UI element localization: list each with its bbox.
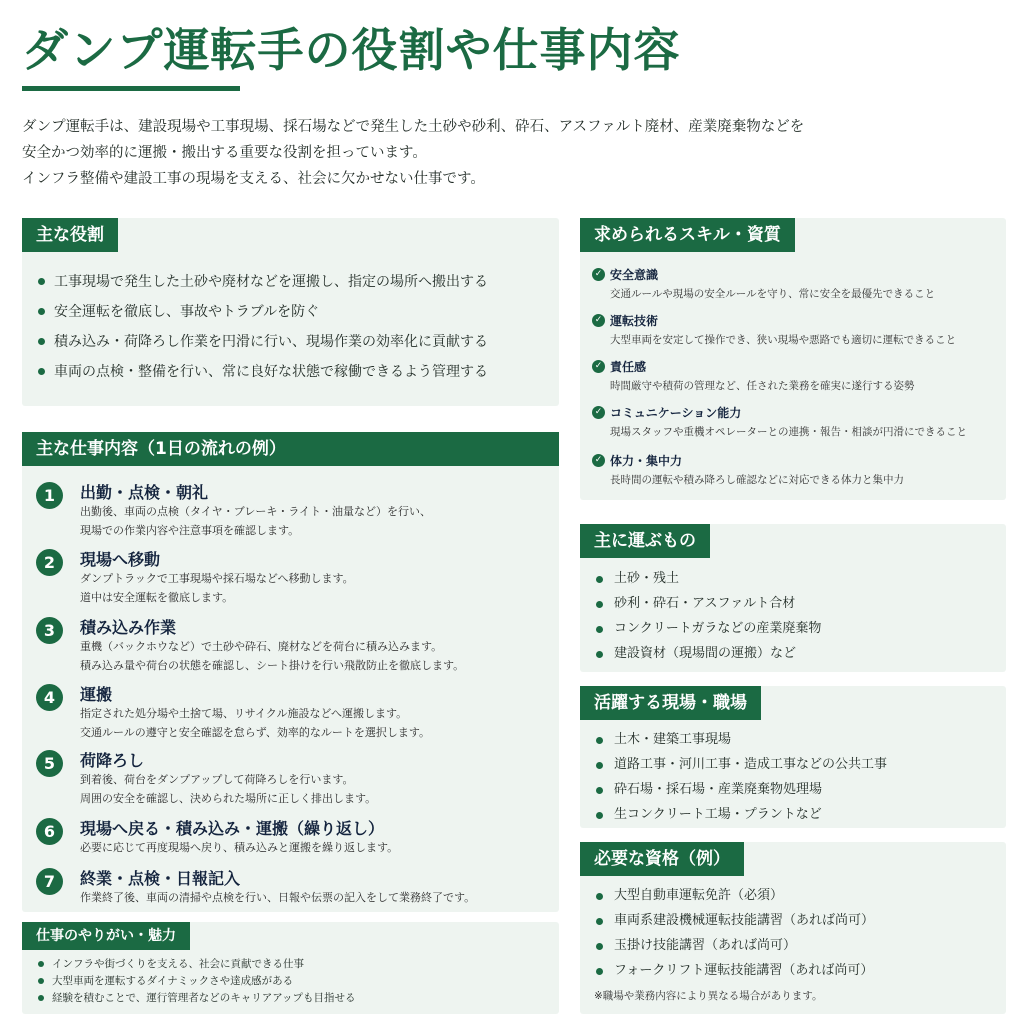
roles-list [38, 270, 488, 390]
list-item [596, 961, 874, 986]
appeal-list [38, 956, 356, 1007]
list-item-text: 安全運転を徹底し、事故やトラブルを防ぐ [54, 304, 320, 320]
step-description-line: 到着後、荷台をダンプアップして荷降ろしを行います。 [80, 773, 354, 786]
cargo-heading: 主に運ぶもの [580, 524, 710, 558]
list-item [596, 936, 874, 961]
list-item-text: 大型車両を運転するダイナミックさや達成感がある [52, 975, 294, 987]
step-description-line: 周囲の安全を確認し、決められた場所に正しく排出します。 [80, 792, 377, 805]
bullet-dot-icon [38, 978, 44, 984]
step-title: 荷降ろし [80, 751, 145, 770]
list-item [38, 956, 356, 973]
list-item [596, 911, 874, 936]
step-number-badge: 4 [36, 684, 63, 711]
skill-description: 交通ルールや現場の安全ルールを守り、常に安全を最優先できること [610, 288, 936, 300]
skills-heading: 求められるスキル・資質 [580, 218, 795, 252]
cargo-panel [580, 524, 1006, 672]
list-item-text: 大型自動車運転免許（必須） [614, 888, 784, 903]
skill-description: 大型車両を安定して操作でき、狭い現場や悪路でも適切に運転できること [610, 334, 957, 346]
check-circle-icon: ✓ [592, 314, 605, 327]
list-item-text: 土砂・残土 [614, 571, 680, 586]
licenses-panel [580, 842, 1006, 1014]
list-item [38, 360, 488, 390]
list-item [596, 594, 821, 619]
bullet-dot-icon [596, 812, 603, 819]
list-item [38, 990, 356, 1007]
list-item-text: 玉掛け技能講習（あれば尚可） [614, 938, 797, 953]
list-item-text: 建設資材（現場間の運搬）など [614, 646, 797, 661]
list-item-text: 車両の点検・整備を行い、常に良好な状態で稼働できるよう管理する [54, 364, 488, 380]
skill-name: 運転技術 [610, 314, 659, 328]
list-item-text: 砂利・砕石・アスファルト合材 [614, 596, 796, 611]
step-number-badge: 1 [36, 482, 63, 509]
intro-line: 安全かつ効率的に運搬・搬出する重要な役割を担っています。 [22, 145, 427, 161]
skills-panel [580, 218, 1006, 500]
list-item [596, 730, 887, 755]
intro-line: インフラ整備や建設工事の現場を支える、社会に欠かせない仕事です。 [22, 171, 485, 187]
roles-panel [22, 218, 559, 406]
list-item [596, 886, 874, 911]
step-title: 現場へ移動 [80, 550, 161, 569]
page-title: ダンプ運転手の役割や仕事内容 [22, 23, 681, 77]
bullet-dot-icon [596, 737, 603, 744]
bullet-dot-icon [38, 308, 45, 315]
appeal-heading: 仕事のやりがい・魅力 [22, 922, 190, 950]
list-item-text: 土木・建築工事現場 [614, 732, 732, 747]
check-circle-icon: ✓ [592, 360, 605, 373]
step-description [80, 569, 354, 607]
workplace-heading: 活躍する現場・職場 [580, 686, 761, 720]
daily-flow-panel [22, 432, 559, 912]
bullet-dot-icon [38, 995, 44, 1001]
list-item [596, 619, 821, 644]
list-item-text: インフラや街づくりを支える、社会に貢献できる仕事 [52, 958, 304, 970]
step-description-line: 重機（バックホウなど）で土砂や砕石、廃材などを荷台に積み込みます。 [80, 640, 443, 653]
step-description-line: 現場での作業内容や注意事項を確認します。 [80, 524, 300, 537]
bullet-dot-icon [596, 651, 603, 658]
bullet-dot-icon [596, 968, 603, 975]
step-title: 現場へ戻る・積み込み・運搬（繰り返し） [80, 819, 385, 838]
licenses-heading: 必要な資格（例） [580, 842, 744, 876]
step-description-line: 交通ルールの遵守と安全確認を怠らず、効率的なルートを選択します。 [80, 726, 431, 739]
bullet-dot-icon [596, 601, 603, 608]
intro-text [22, 114, 1002, 192]
list-item-text: 砕石場・採石場・産業廃棄物処理場 [614, 782, 823, 797]
list-item [596, 780, 887, 805]
bullet-dot-icon [38, 278, 45, 285]
list-item [596, 644, 821, 669]
daily-flow-heading: 主な仕事内容（1日の流れの例） [22, 432, 559, 466]
bullet-dot-icon [38, 961, 44, 967]
roles-heading: 主な役割 [22, 218, 118, 252]
step-description [80, 888, 475, 907]
step-number-badge: 7 [36, 868, 63, 895]
step-description-line: 作業終了後、車両の清掃や点検を行い、日報や伝票の記入をして業務終了です。 [80, 891, 476, 904]
step-title: 運搬 [80, 685, 113, 704]
list-item-text: 工事現場で発生した土砂や廃材などを運搬し、指定の場所へ搬出する [54, 274, 488, 290]
step-description-line: ダンプトラックで工事現場や採石場などへ移動します。 [80, 572, 354, 585]
step-number-badge: 6 [36, 818, 63, 845]
bullet-dot-icon [596, 576, 603, 583]
step-description-line: 道中は安全運転を徹底します。 [80, 591, 234, 604]
step-title: 終業・点検・日報記入 [80, 869, 241, 888]
step-description-line: 必要に応じて再度現場へ戻り、積み込みと運搬を繰り返します。 [80, 841, 399, 854]
bullet-dot-icon [596, 787, 603, 794]
cargo-list [596, 569, 821, 669]
skill-name: 責任感 [610, 360, 647, 374]
skill-name: 安全意識 [610, 268, 659, 282]
step-description-line: 出勤後、車両の点検（タイヤ・ブレーキ・ライト・油量など）を行い、 [80, 505, 432, 518]
step-description-line: 指定された処分場や土捨て場、リサイクル施設などへ運搬します。 [80, 707, 408, 720]
step-number-badge: 5 [36, 750, 63, 777]
licenses-note: ※職場や業務内容により異なる場合があります。 [594, 990, 823, 1002]
step-title: 積み込み作業 [80, 618, 177, 637]
skill-description: 時間厳守や積荷の管理など、任された業務を確実に遂行する姿勢 [610, 380, 915, 392]
check-circle-icon: ✓ [592, 406, 605, 419]
step-number-badge: 2 [36, 549, 63, 576]
list-item-text: 積み込み・荷降ろし作業を円滑に行い、現場作業の効率化に貢献する [54, 334, 488, 350]
bullet-dot-icon [38, 368, 45, 375]
bullet-dot-icon [596, 626, 603, 633]
list-item-text: 生コンクリート工場・プラントなど [614, 807, 822, 822]
list-item-text: フォークリフト運転技能講習（あれば尚可） [614, 963, 874, 978]
check-circle-icon: ✓ [592, 268, 605, 281]
list-item [596, 569, 821, 594]
step-description [80, 838, 398, 857]
title-underline [22, 86, 240, 91]
list-item [596, 805, 887, 830]
skill-description: 長時間の運転や積み降ろし確認などに対応できる体力と集中力 [610, 474, 904, 486]
bullet-dot-icon [596, 918, 603, 925]
skill-description: 現場スタッフや重機オペレーターとの連携・報告・相談が円滑にできること [610, 426, 967, 438]
step-title: 出勤・点検・朝礼 [80, 483, 209, 502]
bullet-dot-icon [38, 338, 45, 345]
check-circle-icon: ✓ [592, 454, 605, 467]
step-description [80, 502, 431, 540]
step-description [80, 637, 464, 675]
bullet-dot-icon [596, 762, 603, 769]
step-description [80, 770, 376, 808]
intro-line: ダンプ運転手は、建設現場や工事現場、採石場などで発生した土砂や砂利、砕石、アスファルト廃材、産業廃棄物などを [22, 119, 805, 135]
step-number-badge: 3 [36, 617, 63, 644]
workplace-list [596, 730, 887, 830]
licenses-list [596, 886, 874, 986]
step-description-line: 積み込み量や荷台の状態を確認し、シート掛けを行い飛散防止を徹底します。 [80, 659, 465, 672]
bullet-dot-icon [596, 943, 603, 950]
skill-name: 体力・集中力 [610, 454, 683, 468]
bullet-dot-icon [596, 893, 603, 900]
list-item-text: 車両系建設機械運転技能講習（あれば尚可） [614, 913, 875, 928]
step-description [80, 704, 430, 742]
list-item-text: 経験を積むことで、運行管理者などのキャリアアップも目指せる [52, 992, 356, 1004]
list-item-text: 道路工事・河川工事・造成工事などの公共工事 [614, 757, 888, 772]
list-item [38, 973, 356, 990]
list-item [38, 300, 488, 330]
list-item [38, 270, 488, 300]
workplace-panel [580, 686, 1006, 828]
list-item [596, 755, 887, 780]
list-item [38, 330, 488, 360]
list-item-text: コンクリートガラなどの産業廃棄物 [614, 621, 822, 636]
appeal-panel [22, 922, 559, 1014]
skill-name: コミュニケーション能力 [610, 406, 742, 420]
